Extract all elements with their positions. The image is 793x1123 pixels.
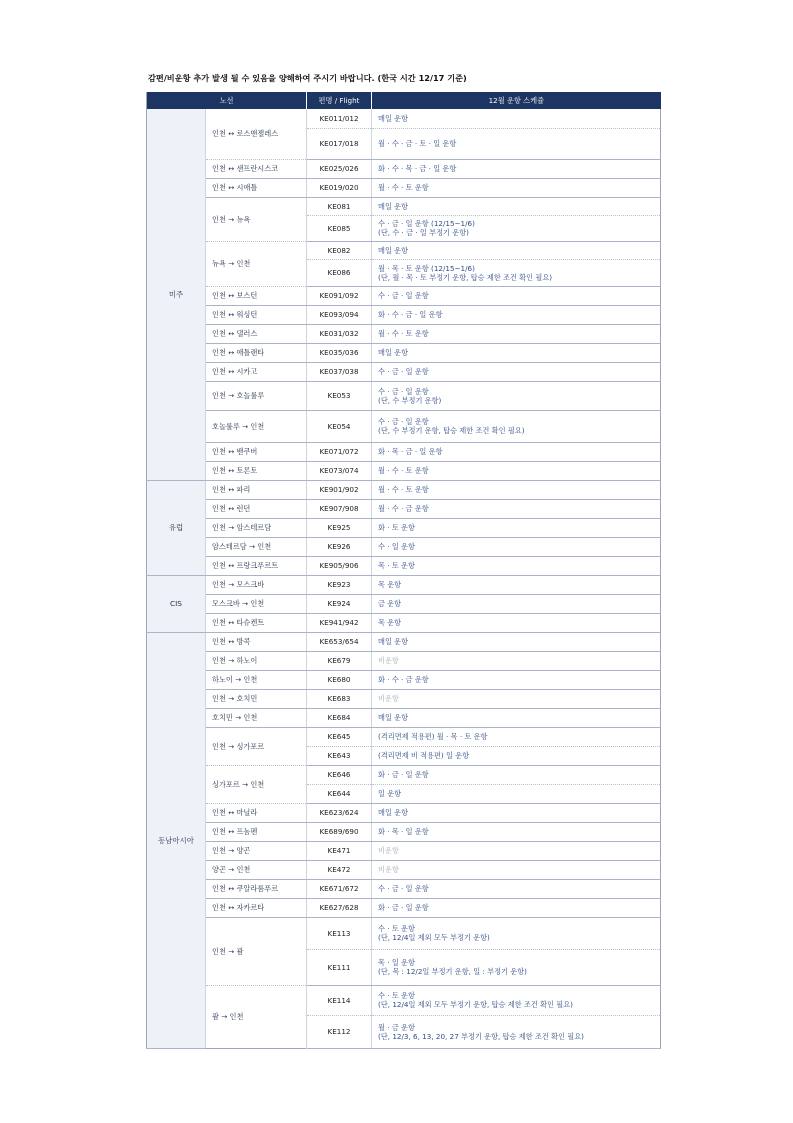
schedule-text: 수 · 금 · 일 운항 (372, 879, 661, 898)
table-row (147, 860, 661, 879)
flight-number: KE085 (307, 215, 372, 241)
route-label: 싱가포르 → 인천 (206, 765, 307, 803)
flight-number: KE671/672 (307, 879, 372, 898)
table-row (147, 841, 661, 860)
header-route: 노선 (147, 92, 307, 109)
table-row (147, 410, 661, 442)
table-row (147, 480, 661, 499)
schedule-text: 월 · 수 · 토 운항 (372, 178, 661, 197)
schedule-text: 비운항 (372, 651, 661, 670)
flight-number: KE113 (307, 917, 372, 949)
route-label: 인천 ↔ 밴쿠버 (206, 442, 307, 461)
route-label: 인천 ↔ 타슈켄트 (206, 613, 307, 632)
table-row (147, 575, 661, 594)
route-label: 괌 → 인천 (206, 985, 307, 1048)
flight-schedule-table (146, 92, 661, 1049)
route-label: 인천 → 호놀룰루 (206, 381, 307, 410)
route-label: 인천 ↔ 시카고 (206, 362, 307, 381)
flight-number: KE644 (307, 784, 372, 803)
flight-number: KE923 (307, 575, 372, 594)
schedule-text: 화 · 수 · 금 · 일 운항 (372, 305, 661, 324)
schedule-text: 수 · 금 · 일 운항 (단, 수 부정기 운항) (372, 381, 661, 410)
flight-number: KE037/038 (307, 362, 372, 381)
route-label: 인천 → 싱가포르 (206, 727, 307, 765)
table-row (147, 159, 661, 178)
flight-number: KE689/690 (307, 822, 372, 841)
table-row (147, 613, 661, 632)
route-label: 호치민 → 인천 (206, 708, 307, 727)
route-label: 인천 ↔ 프놈펜 (206, 822, 307, 841)
table-row (147, 727, 661, 746)
flight-number: KE017/018 (307, 128, 372, 159)
schedule-text: 매일 운항 (372, 708, 661, 727)
flight-number: KE924 (307, 594, 372, 613)
schedule-text: 목 · 토 운항 (372, 556, 661, 575)
route-label: 하노이 → 인천 (206, 670, 307, 689)
route-label: 인천 ↔ 마닐라 (206, 803, 307, 822)
flight-number: KE093/094 (307, 305, 372, 324)
schedule-text: 화 · 목 · 일 운항 (372, 822, 661, 841)
flight-number: KE054 (307, 410, 372, 442)
schedule-text: 목 운항 (372, 613, 661, 632)
table-row (147, 708, 661, 727)
route-label: 인천 ↔ 파리 (206, 480, 307, 499)
schedule-text: 화 · 수 · 목 · 금 · 일 운항 (372, 159, 661, 178)
route-label: 양곤 → 인천 (206, 860, 307, 879)
flight-number: KE907/908 (307, 499, 372, 518)
table-row (147, 632, 661, 651)
schedule-text: 월 · 수 · 토 운항 (372, 461, 661, 480)
route-label: 인천 → 뉴욕 (206, 197, 307, 241)
flight-number: KE111 (307, 949, 372, 985)
schedule-text: 비운항 (372, 860, 661, 879)
table-row (147, 803, 661, 822)
route-label: 인천 ↔ 샌프란시스코 (206, 159, 307, 178)
schedule-text: 수 · 일 운항 (372, 537, 661, 556)
region-label: 유럽 (147, 480, 206, 575)
flight-number: KE926 (307, 537, 372, 556)
flight-number: KE472 (307, 860, 372, 879)
route-label: 인천 ↔ 런던 (206, 499, 307, 518)
route-label: 인천 ↔ 프랑크푸르트 (206, 556, 307, 575)
table-row (147, 556, 661, 575)
flight-number: KE683 (307, 689, 372, 708)
schedule-text: 수 · 금 · 일 운항 (372, 362, 661, 381)
table-row (147, 381, 661, 410)
route-label: 인천 ↔ 댈러스 (206, 324, 307, 343)
region-label: 동남아시아 (147, 632, 206, 1048)
table-row (147, 670, 661, 689)
flight-number: KE011/012 (307, 109, 372, 128)
schedule-text: 목 · 일 운항 (단, 목 : 12/2일 부정기 운항, 일 : 부정기 운항) (372, 949, 661, 985)
flight-number: KE071/072 (307, 442, 372, 461)
table-row (147, 178, 661, 197)
schedule-text: 매일 운항 (372, 109, 661, 128)
schedule-text: 월 · 수 · 금 운항 (372, 499, 661, 518)
flight-number: KE053 (307, 381, 372, 410)
schedule-text: 비운항 (372, 689, 661, 708)
flight-number: KE627/628 (307, 898, 372, 917)
flight-number: KE035/036 (307, 343, 372, 362)
table-row (147, 765, 661, 784)
schedule-text: 월 · 수 · 금 · 토 · 일 운항 (372, 128, 661, 159)
flight-number: KE031/032 (307, 324, 372, 343)
schedule-text: 수 · 토 운항 (단, 12/4일 제외 모두 부정기 운항) (372, 917, 661, 949)
schedule-text: (격리면제 적용편) 월 · 목 · 토 운항 (372, 727, 661, 746)
flight-number: KE646 (307, 765, 372, 784)
schedule-text: 월 · 수 · 토 운항 (372, 480, 661, 499)
flight-number: KE925 (307, 518, 372, 537)
schedule-text: 수 · 금 · 일 운항 (단, 수 부정기 운항, 탑승 제한 조건 확인 필요) (372, 410, 661, 442)
table-row (147, 461, 661, 480)
flight-number: KE684 (307, 708, 372, 727)
table-row (147, 343, 661, 362)
region-label: 미주 (147, 109, 206, 480)
flight-number: KE082 (307, 241, 372, 259)
table-header-row (147, 92, 661, 109)
schedule-text: 매일 운항 (372, 241, 661, 259)
route-label: 인천 → 괌 (206, 917, 307, 985)
flight-number: KE901/902 (307, 480, 372, 499)
flight-number: KE114 (307, 985, 372, 1015)
route-label: 인천 → 모스크바 (206, 575, 307, 594)
table-row (147, 305, 661, 324)
route-label: 인천 ↔ 워싱턴 (206, 305, 307, 324)
flight-number: KE073/074 (307, 461, 372, 480)
schedule-text: 화 · 금 · 일 운항 (372, 765, 661, 784)
schedule-text: 매일 운항 (372, 343, 661, 362)
schedule-text: 수 · 금 · 일 운항 (12/15~1/6) (단, 수 · 금 · 일 부정기 운항) (372, 215, 661, 241)
notice-text: 감편/비운항 추가 발생 될 수 있음을 양해하여 주시기 바랍니다. (한국 시간 12/17 기준) (148, 73, 467, 83)
header-schedule: 12월 운항 스케쥴 (372, 92, 661, 109)
schedule-text: 월 · 금 운항 (단, 12/3, 6, 13, 20, 27 부정기 운항, 탑승 제한 조건 확인 필요) (372, 1015, 661, 1048)
route-label: 뉴욕 → 인천 (206, 241, 307, 286)
route-label: 인천 ↔ 보스턴 (206, 286, 307, 305)
region-label: CIS (147, 575, 206, 632)
flight-number: KE025/026 (307, 159, 372, 178)
route-label: 인천 ↔ 쿠알라룸푸르 (206, 879, 307, 898)
route-label: 인천 → 호치민 (206, 689, 307, 708)
table-row (147, 324, 661, 343)
route-label: 인천 ↔ 자카르타 (206, 898, 307, 917)
flight-number: KE623/624 (307, 803, 372, 822)
schedule-text: 화 · 토 운항 (372, 518, 661, 537)
flight-number: KE112 (307, 1015, 372, 1048)
schedule-text: 화 · 수 · 금 운항 (372, 670, 661, 689)
flight-number: KE471 (307, 841, 372, 860)
table-row (147, 898, 661, 917)
table-row (147, 499, 661, 518)
schedule-text: 월 · 수 · 토 운항 (372, 324, 661, 343)
table-row (147, 197, 661, 215)
flight-number: KE680 (307, 670, 372, 689)
route-label: 인천 ↔ 토론토 (206, 461, 307, 480)
table-row (147, 985, 661, 1015)
table-row (147, 879, 661, 898)
schedule-text: 화 · 목 · 금 · 일 운항 (372, 442, 661, 461)
schedule-text: 수 · 토 운항 (단, 12/4일 제외 모두 부정기 운항, 탑승 제한 조건 확인 필요) (372, 985, 661, 1015)
flight-number: KE905/906 (307, 556, 372, 575)
flight-number: KE645 (307, 727, 372, 746)
table-row (147, 651, 661, 670)
route-label: 인천 → 암스테르담 (206, 518, 307, 537)
schedule-text: 금 운항 (372, 594, 661, 613)
route-label: 암스테르담 → 인천 (206, 537, 307, 556)
schedule-text: 화 · 금 · 일 운항 (372, 898, 661, 917)
table-row (147, 518, 661, 537)
flight-number: KE019/020 (307, 178, 372, 197)
route-label: 인천 ↔ 애틀랜타 (206, 343, 307, 362)
flight-number: KE081 (307, 197, 372, 215)
schedule-text: 매일 운항 (372, 197, 661, 215)
flight-number: KE653/654 (307, 632, 372, 651)
table-row (147, 286, 661, 305)
table-row (147, 822, 661, 841)
route-label: 인천 ↔ 방콕 (206, 632, 307, 651)
flight-number: KE091/092 (307, 286, 372, 305)
flight-number: KE679 (307, 651, 372, 670)
table-row (147, 917, 661, 949)
route-label: 모스크바 → 인천 (206, 594, 307, 613)
route-label: 인천 ↔ 시애틀 (206, 178, 307, 197)
table-row (147, 689, 661, 708)
schedule-text: 목 운항 (372, 575, 661, 594)
flight-number: KE643 (307, 746, 372, 765)
schedule-text: 비운항 (372, 841, 661, 860)
flight-number: KE086 (307, 259, 372, 286)
schedule-text: 매일 운항 (372, 803, 661, 822)
table-row (147, 241, 661, 259)
table-row (147, 537, 661, 556)
schedule-text: 월 · 목 · 토 운항 (12/15~1/6) (단, 월 · 목 · 토 부정기 운항, 탑승 제한 조건 확인 필요) (372, 259, 661, 286)
route-label: 인천 ↔ 로스앤젤레스 (206, 109, 307, 159)
route-label: 인천 → 양곤 (206, 841, 307, 860)
table-body (147, 109, 661, 1048)
route-label: 인천 → 하노이 (206, 651, 307, 670)
table-row (147, 442, 661, 461)
schedule-text: (격리면제 비 적용편) 일 운항 (372, 746, 661, 765)
schedule-text: 매일 운항 (372, 632, 661, 651)
table-row (147, 109, 661, 128)
schedule-text: 수 · 금 · 일 운항 (372, 286, 661, 305)
table-row (147, 594, 661, 613)
flight-number: KE941/942 (307, 613, 372, 632)
header-flight: 편명 / Flight (307, 92, 372, 109)
route-label: 호놀룰루 → 인천 (206, 410, 307, 442)
schedule-text: 일 운항 (372, 784, 661, 803)
table-row (147, 362, 661, 381)
